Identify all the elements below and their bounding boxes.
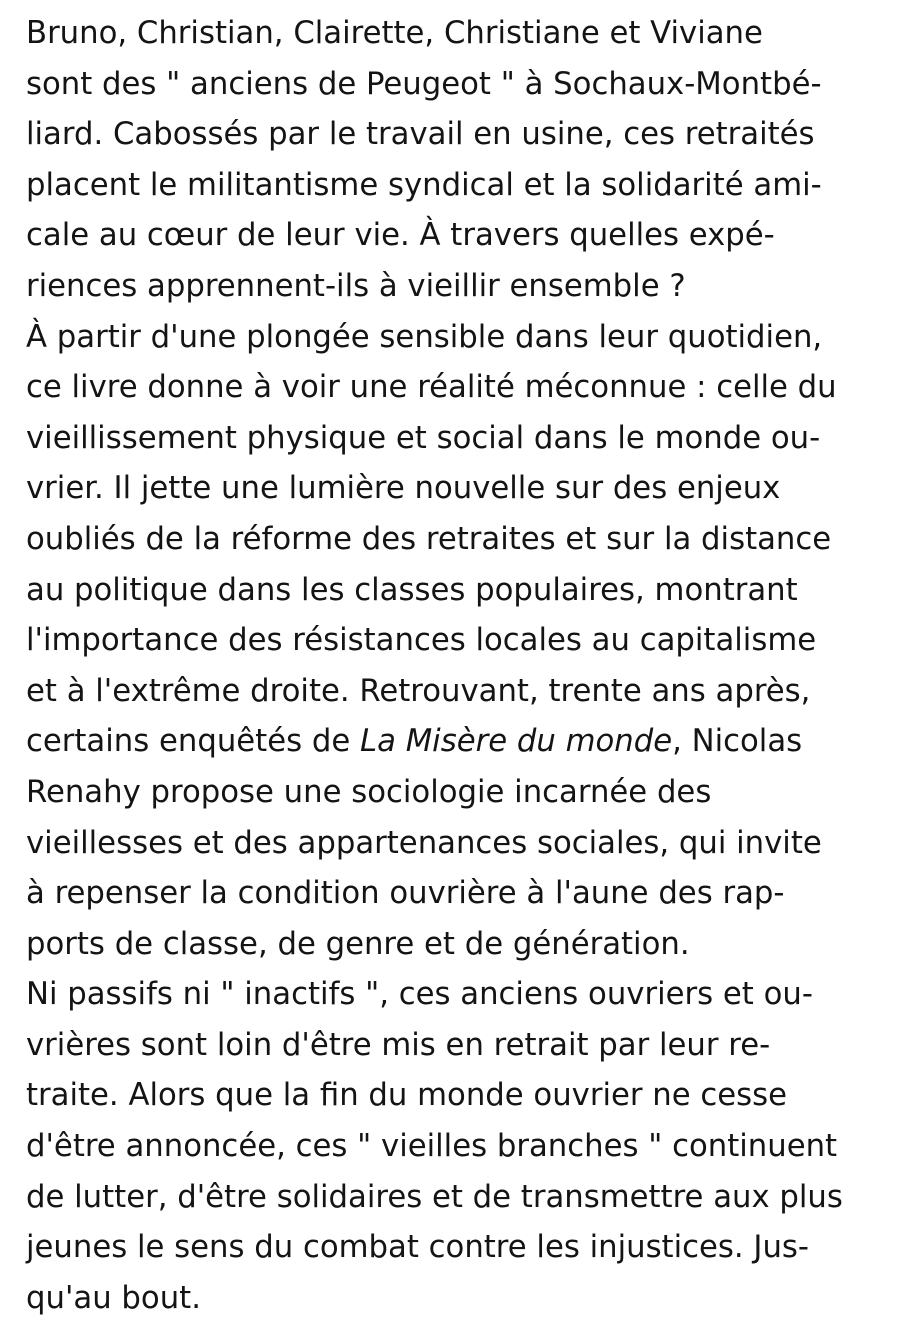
text-line-3: liard. Cabossés par le travail en usine, ces retraités <box>26 116 815 153</box>
text-line-22: traite. Alors que la fin du monde ouvrier ne cesse <box>26 1077 788 1114</box>
text-line-9: vieillissement physique et social dans le monde ou- <box>26 419 821 456</box>
text-line-8: ce livre donne à voir une réalité méconnue : celle du <box>26 369 837 406</box>
text-line-20: Ni passifs ni " inactifs ", ces anciens ouvriers et ou- <box>26 976 813 1013</box>
text-line-19: ports de classe, de genre et de génération. <box>26 925 690 962</box>
text-line-17: vieillesses et des appartenances sociales, qui invite <box>26 824 822 861</box>
text-line-21: vrières sont loin d'être mis en retrait par leur re- <box>26 1026 771 1063</box>
text-line-15-end: , Nicolas <box>672 723 803 760</box>
text-line-1: Bruno, Christian, Clairette, Christiane et Viviane <box>26 15 763 51</box>
text-line-15-start: certains enquêtés de <box>26 723 361 760</box>
book-title-italic: La Misère du monde <box>360 723 673 760</box>
text-line-15 <box>26 716 909 767</box>
text-line-14: et à l'extrême droite. Retrouvant, trente ans après, <box>26 672 811 709</box>
text-line-26: qu'au bout. <box>26 1279 201 1316</box>
text-line-7: À partir d'une plongée sensible dans leur quotidien, <box>26 318 823 355</box>
text-line-24: de lutter, d'être solidaires et de transmettre aux plus <box>26 1178 843 1215</box>
text-line-5: cale au cœur de leur vie. À travers quelles expé- <box>26 217 775 254</box>
text-line-11: oubliés de la réforme des retraites et sur la distance <box>26 520 832 557</box>
text-line-2: sont des " anciens de Peugeot " à Sochaux-Montbé- <box>26 65 822 102</box>
text-line-13: l'importance des résistances locales au capitalisme <box>26 622 817 659</box>
text-line-12: au politique dans les classes populaires, montrant <box>26 571 798 608</box>
text-line-25: jeunes le sens du combat contre les injustices. Jus- <box>26 1229 810 1266</box>
text-line-16: Renahy propose une sociologie incarnée des <box>26 773 712 810</box>
text-line-4: placent le militantisme syndical et la solidarité ami- <box>26 166 822 203</box>
text-line-6: riences apprennent-ils à vieillir ensemble ? <box>26 267 686 304</box>
text-line-10: vrier. Il jette une lumière nouvelle sur des enjeux <box>26 470 781 507</box>
text-line-23: d'être annoncée, ces " vieilles branches " continuent <box>26 1128 838 1165</box>
text-line-18: à repenser la condition ouvrière à l'aune des rap- <box>26 875 785 912</box>
